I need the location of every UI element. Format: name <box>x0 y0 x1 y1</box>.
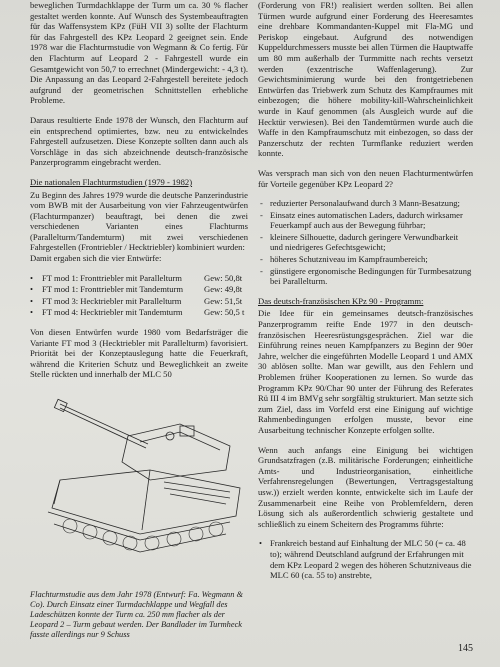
paragraph: Was versprach man sich von den neuen Flachturmentwürfen für Vorteile gegenüber KPz Leopard 2? <box>258 167 473 189</box>
paragraph: Damit ergaben sich die vier Entwürfe: <box>30 253 162 264</box>
paragraph: Daraus resultierte Ende 1978 der Wunsch, den Flachturm auf ein entsprechend optimiertes, bzw. neu zu entwickelndes Fahrgestell aufzusetzen. Diese Konzepte sollten dann auch als Vorschläge in das sich abzeichnende deutsch-französische Panzerprogramm eingebracht werden. <box>30 114 248 168</box>
section-heading: Das deutsch-französischen KPz 90 - Programm: <box>258 295 424 306</box>
list-item: • FT mod 1: Fronttriebler mit Tandemturm Gew: 49,8t <box>30 284 243 295</box>
page-number: 145 <box>458 643 473 654</box>
list-item: • FT mod 4: Hecktriebler mit Tandemturm Gew: 50,5 t <box>30 307 245 318</box>
right-column <box>258 0 473 581</box>
list-item: - reduzierter Personalaufwand durch 3 Mann-Besatzung; <box>258 198 473 209</box>
list-item: - höheres Schutzniveau im Kampfraumbereich; <box>258 254 473 265</box>
list-item: • FT mod 1: Fronttriebler mit Parallelturm Gew: 50,8t <box>30 272 243 283</box>
list-item: - kleinere Silhouette, dadurch geringere Verwundbarkeit und niedrigeres Gefechtsgewicht; <box>258 232 473 253</box>
list-item: • Frankreich bestand auf Einhaltung der MLC 50 (= ca. 48 to); während Deutschland aufgrund der Erfahrungen mit dem KPz Leopard 2 wegen des höheren Schutzniveaus die MLC 60 (ca. 55 to) anstrebte, <box>258 538 473 580</box>
paragraph: Von diesen Entwürfen wurde 1980 vom Bedarfsträger die Variante FT mod 3 (Hecktriebler mit Parallelturm) favorisiert. Priorität bei der Konzeptauslegung hatte die Feuerkraft, während die Kriterien Schutz und Beweglichkeit an zweite Stelle rückten und innerhalb der MLC 50 <box>30 327 248 380</box>
advantages-list <box>258 198 473 287</box>
problem-list <box>258 538 473 580</box>
paragraph: Die Idee für ein gemeinsames deutsch-französisches Panzerprogramm reifte Ende 1977 in den deutsch-französischen Heeresrüstungsgesprächen. Ziel war die Einführung reines neuen Kampfpanzers zu Beginn der 90er Jahre, welcher die eingeführten Modelle Leopard 1 und AMX 30 ablösen sollte. Man war gewillt, aus den Fehlern und Problemen früher Kooperationen zu lernen. So wurde das Programm KPz 90/Char 90 unter der Führung des Referates Rü III 4 im BMVg sehr sorgfältig strukturiert. Man setzte sich zum Ziel, dass im Vorfeld erst eine Einigung auf wichtige Rahmenbedingungen erfolgen musste, bevor eine Ausarbeitung technischer Konzepte erfolgen sollte. <box>258 308 473 435</box>
variant-list <box>30 273 248 318</box>
paragraph: Wenn auch anfangs eine Einigung bei wichtigen Grundsatzfragen (z.B. militärische Forderungen; einheitliche Amts- und Industrieorganisation, einheitliche Verfahrensregelungen (Bewertungen, Vertragsgestaltung usw.)) erzielt werden konnte, entwickelte sich im Laufe der Zusammenarbeit eine Reihe von Problemfeldern, deren Lösung sich als außerordentlich schwierig gestaltete und schließlich zu einem Scheitern des Programms führte: <box>258 444 473 529</box>
left-column <box>30 0 248 650</box>
list-item: - günstigere ergonomische Bedingungen für Turmbesatzung bei Parallelturm. <box>258 266 473 287</box>
paragraph: (Forderung von FR!) realisiert werden sollten. Bei allen Türmen wurde aufgrund einer Forderung des Heeresamtes eine drehbare Kommandanten-Kuppel mit Fla-MG und Periskop eingebaut. Aufgrund des notwendigen Kuppeldurchmessers musste bei allen Türmen die Hauptwaffe um 80 mm außerhalb der Turmmitte nach rechts versetzt werden (exzentrische Waffenlagerung). Zur Gewichtsminimierung wurde bei den frontgetriebenen Entwürfen das Triebwerk zum Schutz des Kampfraumes mit einbezogen; die höhere mobility-kill-Wahrscheinlichkeit wurde in Kauf genommen (als Ausgleich wurde auf die Hecktür verwiesen). Bei den Tandemtürmen wurde auch die Waffe in den Kampfraumschutz mit einbezogen, so dass der Panzerschutz der rechten Turmflanke reduziert werden konnte. <box>258 0 473 159</box>
paragraph: Zu Beginn des Jahres 1979 wurde die deutsche Panzerindustrie vom BWB mit der Ausarbeitung von vier Fahrzeugentwürfen (Flachturmpanzer) beauftragt, bei denen die zwei verschiedenen Varianten eines Flachturms (Parallelturm/Tandemturm) mit zwei verschiedenen Fahrgestellen (Frontriebler / Hecktriebler) kombiniert wurden: <box>30 189 248 253</box>
list-item: - Einsatz eines automatischen Laders, dadurch wirksamer Feuerkampf auch aus der Bewegung führbar; <box>258 210 473 231</box>
paragraph: beweglichen Turmdachklappe der Turm um ca. 30 % flacher gestaltet werden konnte. Auf Wunsch des Systembeauftragten für das Waffensystem KPz (FüH VII 3) sollte der Flachturm für das Fahrgestell des KPz Leopard 2 geeignet sein. Ende 1978 war die Flachturmstudie von Wegmann & Co fertig. Für den Flachturm auf Leopard 2 - Fahrgestell wurde ein Gesamtgewicht von 50,7 to errechnet (Mindergewicht: - 4,3 t). Die Anpassung an das Leopard 2-Fahrgestell bereitete jedoch aufgrund der geometrischen Schnittstellen erhebliche Probleme. <box>30 0 248 106</box>
list-item: • FT mod 3: Hecktriebler mit Parallelturm Gew: 51,5t <box>30 295 243 306</box>
section-heading: Die nationalen Flachturmstudien (1979 - 1982) <box>30 176 193 187</box>
figure-caption: Flachturmstudie aus dem Jahr 1978 (Entwurf: Fa. Wegmann & Co). Durch Einsatz einer Turmdachklappe und Wegfall des Ladeschützen konnte der Turm ca. 250 mm flacher als der Leopard 2 – Turm gebaut werden. Der Bandlader im Turmheck fasste allerdings nur 9 Schuss <box>30 589 244 640</box>
tank-drawing <box>30 384 248 584</box>
